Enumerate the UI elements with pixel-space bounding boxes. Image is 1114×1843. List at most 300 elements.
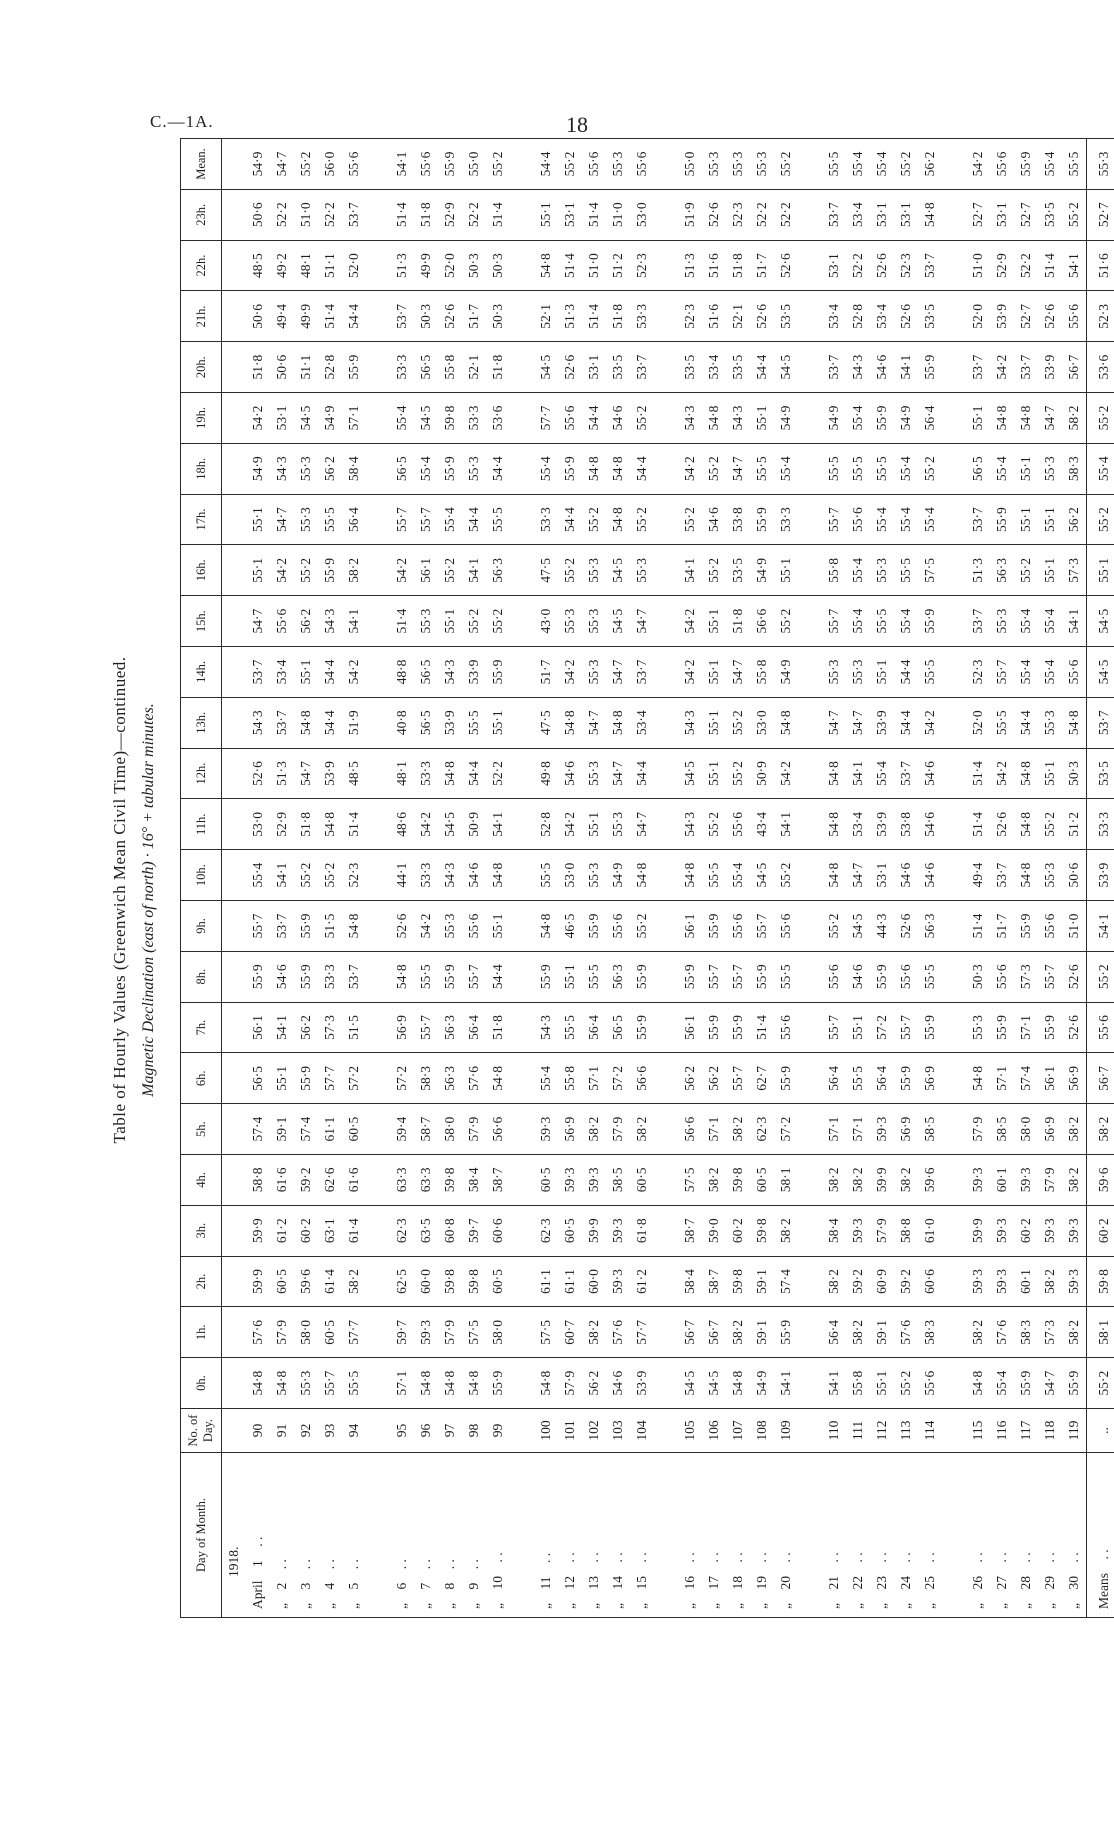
hour-value-cell: 55·5 — [414, 951, 438, 1002]
empty-cell — [222, 1307, 247, 1358]
header-hour: 17h. — [181, 494, 222, 545]
empty-cell — [798, 189, 822, 240]
hour-value-cell: 49·2 — [270, 240, 294, 291]
hour-value-cell: 58·2 — [846, 1307, 870, 1358]
hour-value-cell: 55·4 — [414, 443, 438, 494]
hour-value-cell: 54·8 — [990, 393, 1014, 444]
hour-value-cell: 48·1 — [294, 240, 318, 291]
hour-value-cell: 54·6 — [870, 342, 894, 393]
hour-value-cell: 52·6 — [894, 291, 918, 342]
empty-cell — [942, 240, 966, 291]
hour-value-cell: 60·8 — [438, 1205, 462, 1256]
hour-value-cell: 56·2 — [702, 1053, 726, 1104]
day-of-month-cell: „ 3 . . — [294, 1453, 318, 1618]
hour-value-cell: 55·9 — [486, 647, 510, 698]
hour-value-cell: 52·1 — [534, 291, 558, 342]
hourly-mean-cell: 59·8 — [1087, 1256, 1114, 1307]
empty-cell — [510, 1002, 534, 1053]
hour-value-cell: 51·8 — [246, 342, 270, 393]
day-of-month-cell: „ 27 . . — [990, 1453, 1014, 1618]
day-number-cell: 98 — [462, 1409, 486, 1453]
header-hour: 10h. — [181, 850, 222, 901]
empty-cell — [798, 393, 822, 444]
hour-value-cell: 59·2 — [846, 1256, 870, 1307]
hour-value-cell: 57·9 — [966, 1104, 990, 1155]
hour-value-cell: 55·3 — [1038, 443, 1062, 494]
hour-value-cell: 54·4 — [630, 748, 654, 799]
table-row — [438, 139, 462, 1618]
hour-value-cell: 54·1 — [678, 545, 702, 596]
hour-value-cell: 54·4 — [342, 291, 366, 342]
empty-cell — [942, 647, 966, 698]
empty-cell — [654, 901, 678, 952]
hour-value-cell: 51·8 — [726, 240, 750, 291]
empty-cell — [798, 1002, 822, 1053]
hour-value-cell: 54·7 — [846, 850, 870, 901]
hour-value-cell: 55·9 — [678, 951, 702, 1002]
hour-value-cell: 55·3 — [558, 596, 582, 647]
empty-cell — [654, 1053, 678, 1104]
hour-value-cell: 53·1 — [894, 189, 918, 240]
hour-value-cell: 56·4 — [582, 1002, 606, 1053]
hour-value-cell: 53·1 — [870, 850, 894, 901]
hour-value-cell: 56·4 — [342, 494, 366, 545]
hour-value-cell: 54·7 — [630, 799, 654, 850]
hour-value-cell: 57·7 — [630, 1307, 654, 1358]
hour-value-cell: 55·2 — [726, 697, 750, 748]
hour-value-cell: 53·9 — [462, 647, 486, 698]
hour-value-cell: 55·3 — [294, 494, 318, 545]
empty-cell — [654, 1453, 678, 1618]
hour-value-cell: 54·8 — [438, 1358, 462, 1409]
hour-value-cell: 54·5 — [702, 1358, 726, 1409]
day-of-month-cell: „ 9 . . — [462, 1453, 486, 1618]
daily-mean-cell: 55·3 — [702, 139, 726, 190]
hour-value-cell: 54·8 — [1014, 393, 1038, 444]
hour-value-cell: 50·6 — [246, 189, 270, 240]
header-hour: 5h. — [181, 1104, 222, 1155]
hour-value-cell: 57·7 — [318, 1053, 342, 1104]
empty-cell — [654, 342, 678, 393]
table-row — [414, 139, 438, 1618]
hour-value-cell: 57·3 — [1014, 951, 1038, 1002]
hour-value-cell: 53·4 — [702, 342, 726, 393]
page-code: C.—1A. — [150, 112, 214, 131]
empty-cell — [510, 240, 534, 291]
hour-value-cell: 51·4 — [582, 291, 606, 342]
hour-value-cell: 53·8 — [894, 799, 918, 850]
hour-value-cell: 55·3 — [582, 545, 606, 596]
hour-value-cell: 59·8 — [462, 1256, 486, 1307]
hour-value-cell: 56·3 — [918, 901, 942, 952]
hour-value-cell: 55·4 — [1038, 596, 1062, 647]
hour-value-cell: 54·6 — [462, 850, 486, 901]
group-gap — [654, 139, 678, 1618]
hour-value-cell: 54·4 — [462, 494, 486, 545]
hour-value-cell: 59·3 — [606, 1205, 630, 1256]
hour-value-cell: 53·0 — [246, 799, 270, 850]
daily-mean-cell: 54·2 — [966, 139, 990, 190]
empty-cell — [366, 1104, 390, 1155]
empty-cell — [798, 1307, 822, 1358]
hourly-mean-cell: 58·2 — [1087, 1104, 1114, 1155]
table-row — [726, 139, 750, 1618]
hour-value-cell: 55·9 — [918, 596, 942, 647]
hour-value-cell: 56·6 — [678, 1104, 702, 1155]
hour-value-cell: 55·1 — [846, 1002, 870, 1053]
hour-value-cell: 56·4 — [870, 1053, 894, 1104]
hour-value-cell: 51·8 — [486, 1002, 510, 1053]
hour-value-cell: 56·2 — [678, 1053, 702, 1104]
hour-value-cell: 52·9 — [438, 189, 462, 240]
hour-value-cell: 58·2 — [1038, 1256, 1062, 1307]
rotated-table-content — [100, 0, 1111, 1690]
hour-value-cell: 59·3 — [870, 1104, 894, 1155]
hour-value-cell: 51·8 — [486, 342, 510, 393]
hour-value-cell: 53·1 — [990, 189, 1014, 240]
hour-value-cell: 54·5 — [678, 748, 702, 799]
hour-value-cell: 52·2 — [486, 748, 510, 799]
hour-value-cell: 58·2 — [702, 1155, 726, 1206]
empty-cell — [366, 596, 390, 647]
hour-value-cell: 53·3 — [630, 291, 654, 342]
empty-cell — [366, 1453, 390, 1618]
empty-cell — [366, 1307, 390, 1358]
hour-value-cell: 55·6 — [774, 901, 798, 952]
hour-value-cell: 55·6 — [1062, 291, 1087, 342]
hour-value-cell: 55·7 — [702, 951, 726, 1002]
hour-value-cell: 54·9 — [318, 393, 342, 444]
hour-value-cell: 55·7 — [246, 901, 270, 952]
empty-cell — [510, 1358, 534, 1409]
hour-value-cell: 56·5 — [390, 443, 414, 494]
hour-value-cell: 60·6 — [486, 1205, 510, 1256]
hour-value-cell: 57·1 — [702, 1104, 726, 1155]
day-of-month-cell: „ 30 . . — [1062, 1453, 1087, 1618]
hour-value-cell: 51·5 — [318, 901, 342, 952]
hour-value-cell: 56·1 — [678, 1002, 702, 1053]
empty-cell — [654, 240, 678, 291]
header-hour: 18h. — [181, 443, 222, 494]
day-number-cell: 114 — [918, 1409, 942, 1453]
hour-value-cell: 56·2 — [582, 1358, 606, 1409]
hour-value-cell: 48·5 — [342, 748, 366, 799]
hour-value-cell: 54·4 — [582, 393, 606, 444]
hour-value-cell: 52·6 — [1038, 291, 1062, 342]
hourly-mean-cell: 55·2 — [1087, 951, 1114, 1002]
hour-value-cell: 59·4 — [390, 1104, 414, 1155]
hour-value-cell: 57·6 — [990, 1307, 1014, 1358]
hour-value-cell: 53·9 — [318, 748, 342, 799]
hour-value-cell: 55·7 — [390, 494, 414, 545]
hour-value-cell: 55·5 — [918, 647, 942, 698]
hour-value-cell: 51·1 — [294, 342, 318, 393]
hour-value-cell: 57·1 — [1014, 1002, 1038, 1053]
hour-value-cell: 56·1 — [678, 901, 702, 952]
hour-value-cell: 53·7 — [894, 748, 918, 799]
hour-value-cell: 54·1 — [774, 799, 798, 850]
hour-value-cell: 54·9 — [894, 393, 918, 444]
hour-value-cell: 54·8 — [606, 494, 630, 545]
day-of-month-cell: „ 19 . . — [750, 1453, 774, 1618]
daily-mean-cell: 55·2 — [558, 139, 582, 190]
day-of-month-cell: „ 13 . . — [582, 1453, 606, 1618]
hour-value-cell: 55·7 — [414, 494, 438, 545]
hour-value-cell: 53·7 — [966, 342, 990, 393]
hour-value-cell: 52·6 — [390, 901, 414, 952]
hour-value-cell: 51·3 — [558, 291, 582, 342]
hourly-mean-cell: 55·2 — [1087, 494, 1114, 545]
hour-value-cell: 53·3 — [414, 748, 438, 799]
hour-value-cell: 53·5 — [606, 342, 630, 393]
hour-value-cell: 55·4 — [534, 443, 558, 494]
hour-value-cell: 53·3 — [774, 494, 798, 545]
hour-value-cell: 56·2 — [294, 596, 318, 647]
table-row — [630, 139, 654, 1618]
hour-value-cell: 52·2 — [270, 189, 294, 240]
hour-value-cell: 57·9 — [270, 1307, 294, 1358]
hour-value-cell: 60·0 — [414, 1256, 438, 1307]
hour-value-cell: 55·6 — [558, 393, 582, 444]
hour-value-cell: 51·2 — [1062, 799, 1087, 850]
hour-value-cell: 56·3 — [438, 1002, 462, 1053]
empty-cell — [654, 393, 678, 444]
day-number-cell: 111 — [846, 1409, 870, 1453]
empty-cell — [942, 1256, 966, 1307]
means-label: Means . . — [1087, 1453, 1114, 1618]
hour-value-cell: 55·4 — [390, 393, 414, 444]
day-of-month-cell: „ 14 . . — [606, 1453, 630, 1618]
hour-value-cell: 54·8 — [822, 850, 846, 901]
empty-cell — [654, 189, 678, 240]
hour-value-cell: 55·5 — [750, 443, 774, 494]
hour-value-cell: 56·1 — [1038, 1053, 1062, 1104]
hour-value-cell: 54·2 — [246, 393, 270, 444]
hour-value-cell: 55·1 — [582, 799, 606, 850]
hour-value-cell: 53·4 — [846, 799, 870, 850]
page-number: 18 — [566, 112, 588, 137]
hour-value-cell: 54·5 — [774, 342, 798, 393]
hour-value-cell: 51·4 — [390, 596, 414, 647]
hour-value-cell: 55·5 — [870, 596, 894, 647]
table-row — [750, 139, 774, 1618]
hour-value-cell: 56·4 — [822, 1307, 846, 1358]
empty-cell — [654, 1409, 678, 1453]
hour-value-cell: 55·5 — [342, 1358, 366, 1409]
hour-value-cell: 55·2 — [702, 545, 726, 596]
empty-cell — [222, 291, 247, 342]
empty-cell — [942, 545, 966, 596]
hour-value-cell: 55·1 — [774, 545, 798, 596]
hour-value-cell: 60·7 — [558, 1307, 582, 1358]
hour-value-cell: 60·0 — [582, 1256, 606, 1307]
hour-value-cell: 54·2 — [342, 647, 366, 698]
hour-value-cell: 55·2 — [558, 545, 582, 596]
hour-value-cell: 54·9 — [774, 647, 798, 698]
hour-value-cell: 57·1 — [342, 393, 366, 444]
hour-value-cell: 53·5 — [726, 342, 750, 393]
hour-value-cell: 55·4 — [438, 494, 462, 545]
hourly-mean-cell: 51·6 — [1087, 240, 1114, 291]
hour-value-cell: 54·6 — [606, 1358, 630, 1409]
hour-value-cell: 52·7 — [966, 189, 990, 240]
empty-cell — [366, 850, 390, 901]
hour-value-cell: 51·4 — [558, 240, 582, 291]
day-number-cell: 113 — [894, 1409, 918, 1453]
empty-cell — [942, 189, 966, 240]
empty-cell — [654, 545, 678, 596]
day-of-month-cell: „ 18 . . — [726, 1453, 750, 1618]
hour-value-cell: 54·7 — [294, 748, 318, 799]
hour-value-cell: 54·8 — [438, 748, 462, 799]
hour-value-cell: 54·8 — [726, 1358, 750, 1409]
hour-value-cell: 55·4 — [846, 545, 870, 596]
hour-value-cell: 54·8 — [246, 1358, 270, 1409]
empty-cell — [510, 393, 534, 444]
hour-value-cell: 55·9 — [894, 1053, 918, 1104]
empty-cell — [798, 1104, 822, 1155]
hour-value-cell: 55·1 — [486, 901, 510, 952]
hour-value-cell: 51·7 — [462, 291, 486, 342]
hour-value-cell: 61·6 — [270, 1155, 294, 1206]
hour-value-cell: 54·8 — [486, 1053, 510, 1104]
empty-cell — [510, 1256, 534, 1307]
hour-value-cell: 55·2 — [702, 443, 726, 494]
hour-value-cell: 54·3 — [438, 647, 462, 698]
empty-cell — [510, 596, 534, 647]
hour-value-cell: 58·0 — [294, 1307, 318, 1358]
hour-value-cell: 52·7 — [1014, 189, 1038, 240]
hour-value-cell: 55·5 — [846, 443, 870, 494]
hour-value-cell: 53·4 — [630, 697, 654, 748]
hour-value-cell: 54·4 — [750, 342, 774, 393]
hour-value-cell: 50·3 — [486, 240, 510, 291]
hour-value-cell: 62·6 — [318, 1155, 342, 1206]
empty-cell — [942, 1002, 966, 1053]
hour-value-cell: 59·3 — [1038, 1205, 1062, 1256]
hour-value-cell: 54·4 — [486, 443, 510, 494]
hour-value-cell: 53·3 — [534, 494, 558, 545]
hour-value-cell: 54·7 — [1038, 1358, 1062, 1409]
hour-value-cell: 56·5 — [414, 342, 438, 393]
hour-value-cell: 55·4 — [894, 596, 918, 647]
day-number-cell: 117 — [1014, 1409, 1038, 1453]
empty-cell — [222, 1358, 247, 1409]
empty-cell — [654, 291, 678, 342]
hour-value-cell: 53·3 — [462, 393, 486, 444]
hour-value-cell: 59·9 — [246, 1205, 270, 1256]
hour-value-cell: 60·5 — [270, 1256, 294, 1307]
day-of-month-cell: „ 10 . . — [486, 1453, 510, 1618]
table-row — [318, 139, 342, 1618]
hour-value-cell: 54·6 — [918, 799, 942, 850]
hour-value-cell: 55·7 — [822, 596, 846, 647]
table-row — [1038, 139, 1062, 1618]
empty-cell — [942, 951, 966, 1002]
hour-value-cell: 51·3 — [966, 545, 990, 596]
day-of-month-cell: „ 24 . . — [894, 1453, 918, 1618]
hour-value-cell: 52·2 — [774, 189, 798, 240]
day-number-cell: 116 — [990, 1409, 1014, 1453]
hour-value-cell: 55·4 — [1014, 647, 1038, 698]
hour-value-cell: 54·6 — [606, 393, 630, 444]
hour-value-cell: 58·0 — [1014, 1104, 1038, 1155]
empty-cell — [798, 647, 822, 698]
hour-value-cell: 54·6 — [558, 748, 582, 799]
hour-value-cell: 55·9 — [582, 901, 606, 952]
hour-value-cell: 55·9 — [1014, 901, 1038, 952]
hour-value-cell: 55·1 — [1038, 494, 1062, 545]
hour-value-cell: 58·2 — [342, 545, 366, 596]
hour-value-cell: 54·5 — [438, 799, 462, 850]
hour-value-cell: 50·6 — [270, 342, 294, 393]
day-number-cell: 96 — [414, 1409, 438, 1453]
hour-value-cell: 58·3 — [414, 1053, 438, 1104]
hour-value-cell: 58·1 — [774, 1155, 798, 1206]
hour-value-cell: 58·3 — [918, 1307, 942, 1358]
hour-value-cell: 53·7 — [342, 189, 366, 240]
hour-value-cell: 52·2 — [846, 240, 870, 291]
empty-cell — [654, 850, 678, 901]
hour-value-cell: 54·8 — [966, 1053, 990, 1104]
hour-value-cell: 55·2 — [1038, 799, 1062, 850]
daily-mean-cell: 55·4 — [1038, 139, 1062, 190]
day-number-cell: 100 — [534, 1409, 558, 1453]
empty-cell — [366, 545, 390, 596]
hour-value-cell: 56·9 — [558, 1104, 582, 1155]
empty-cell — [222, 596, 247, 647]
daily-mean-cell: 55·0 — [678, 139, 702, 190]
day-number-cell: 108 — [750, 1409, 774, 1453]
hour-value-cell: 55·7 — [318, 1358, 342, 1409]
hour-value-cell: 48·5 — [246, 240, 270, 291]
empty-cell — [942, 1307, 966, 1358]
hour-value-cell: 60·5 — [534, 1155, 558, 1206]
empty-cell — [510, 291, 534, 342]
hour-value-cell: 54·8 — [606, 443, 630, 494]
hour-value-cell: 58·7 — [486, 1155, 510, 1206]
hour-value-cell: 54·3 — [534, 1002, 558, 1053]
hour-value-cell: 54·8 — [558, 697, 582, 748]
hour-value-cell: 55·9 — [774, 1307, 798, 1358]
day-of-month-cell: „ 23 . . — [870, 1453, 894, 1618]
empty-cell — [798, 1409, 822, 1453]
empty-cell — [798, 697, 822, 748]
hour-value-cell: 58·2 — [630, 1104, 654, 1155]
empty-cell — [222, 799, 247, 850]
table-row — [894, 139, 918, 1618]
hour-value-cell: 54·1 — [270, 1002, 294, 1053]
hour-value-cell: 54·5 — [414, 393, 438, 444]
hour-value-cell: 50·6 — [246, 291, 270, 342]
hour-value-cell: 55·3 — [966, 1002, 990, 1053]
hour-value-cell: 54·2 — [918, 697, 942, 748]
hour-value-cell: 51·0 — [294, 189, 318, 240]
hour-value-cell: 50·9 — [462, 799, 486, 850]
hour-value-cell: 55·5 — [990, 697, 1014, 748]
hour-value-cell: 58·2 — [726, 1307, 750, 1358]
hour-value-cell: 55·5 — [774, 951, 798, 1002]
hour-value-cell: 54·7 — [606, 647, 630, 698]
hour-value-cell: 58·2 — [582, 1104, 606, 1155]
hour-value-cell: 51·4 — [582, 189, 606, 240]
hour-value-cell: 55·7 — [726, 951, 750, 1002]
hour-value-cell: 54·8 — [1014, 799, 1038, 850]
hour-value-cell: 52·6 — [894, 901, 918, 952]
hour-value-cell: 55·5 — [702, 850, 726, 901]
hourly-mean-cell: 58·1 — [1087, 1307, 1114, 1358]
hour-value-cell: 54·5 — [750, 850, 774, 901]
